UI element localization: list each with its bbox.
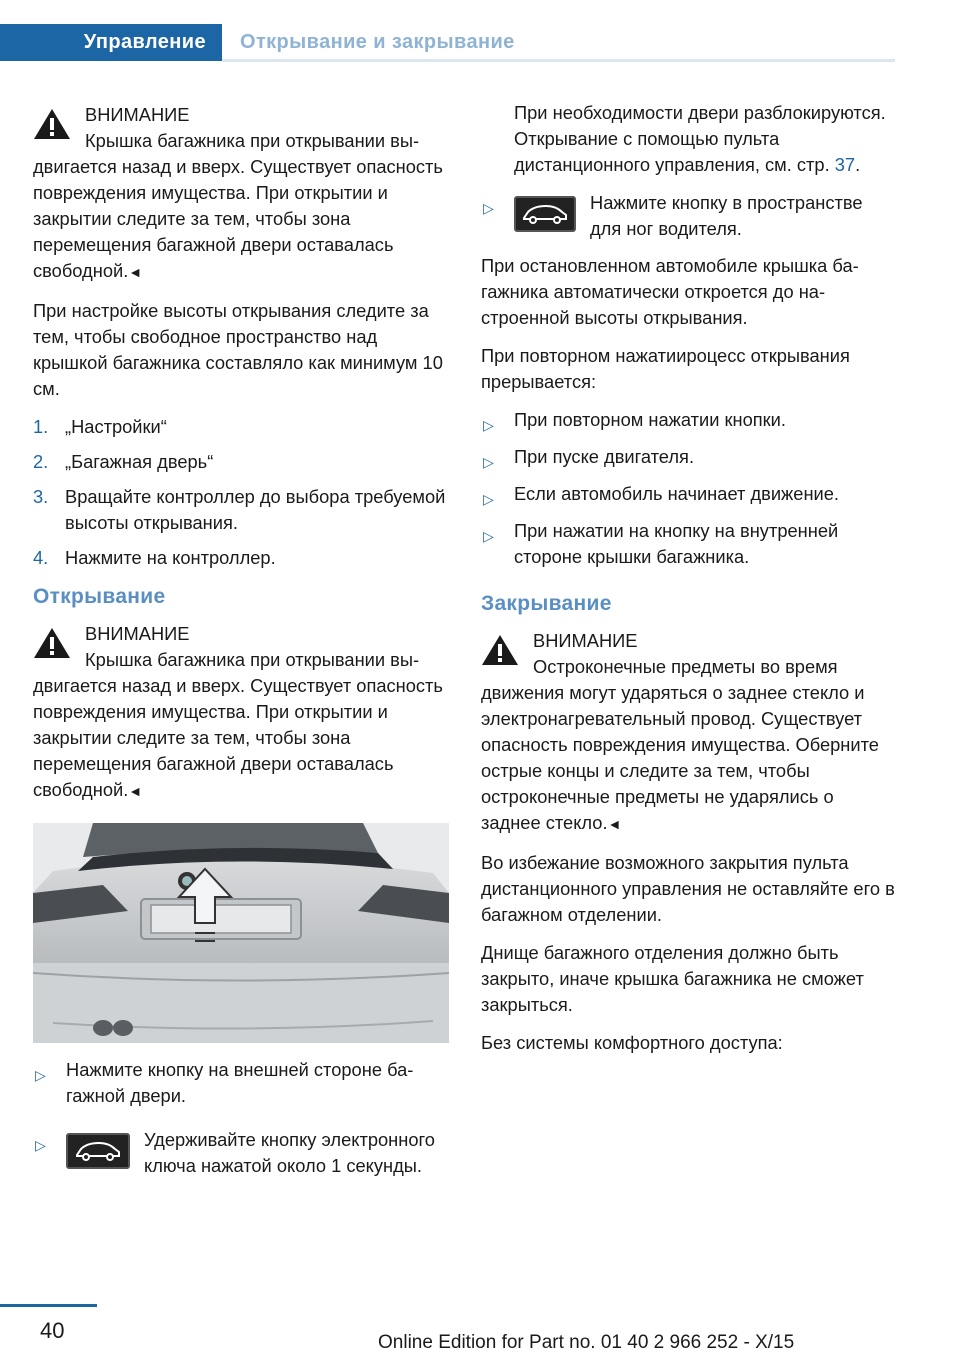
car-rear-image bbox=[33, 823, 449, 1043]
tab-section[interactable]: Открывание и закрывание bbox=[240, 31, 515, 53]
list-item bbox=[481, 518, 896, 570]
bullet-triangle-icon: ▷ bbox=[35, 1067, 46, 1083]
paragraph: При остановленном автомобиле крышка багажника автоматически откроется до настроенной высоты открывания. bbox=[481, 255, 859, 328]
bullet-text: Если автомобиль начинает движение. bbox=[514, 483, 840, 504]
bullet-text: При нажатии на кнопку на внутренней стороне крышки багажника. bbox=[514, 520, 839, 567]
warning-block bbox=[33, 619, 449, 803]
warning-icon bbox=[33, 108, 71, 140]
warning-icon bbox=[33, 627, 71, 659]
bullet-triangle-icon: ▷ bbox=[35, 1137, 46, 1153]
list-item bbox=[481, 481, 896, 507]
list-item bbox=[481, 190, 896, 242]
list-item bbox=[33, 1127, 449, 1179]
tab-chapter[interactable]: Управление bbox=[0, 24, 222, 61]
list-item bbox=[33, 414, 449, 440]
unlock-text-end: . bbox=[855, 154, 861, 175]
bullet-triangle-icon: ▷ bbox=[483, 491, 494, 507]
warning-icon bbox=[481, 634, 519, 666]
bullet-text: При пуске двигателя. bbox=[514, 446, 695, 467]
step-text: „Настройки“ bbox=[65, 416, 167, 437]
warning-title: ВНИМАНИЕ bbox=[85, 104, 190, 125]
end-mark: ◄ bbox=[128, 783, 143, 799]
bullet-text: Удерживайте кнопку электронного ключа нажатой около 1 секунды. bbox=[144, 1129, 435, 1176]
step-text: Нажмите на контроллер. bbox=[65, 547, 276, 568]
step-text: Вращайте контроллер до выбора требуемой высоты открывания. bbox=[65, 486, 446, 533]
edition-footer: Online Edition for Part no. 01 40 2 966 252 - X/15 bbox=[378, 1332, 795, 1353]
end-mark: ◄ bbox=[607, 816, 622, 832]
paragraph: При повторном нажатиироцесс открывания прерывается: bbox=[481, 345, 850, 392]
list-item bbox=[481, 444, 896, 470]
bullet-triangle-icon: ▷ bbox=[483, 528, 494, 544]
footer-divider bbox=[0, 1304, 97, 1307]
left-column bbox=[33, 100, 449, 1190]
bullet-triangle-icon: ▷ bbox=[483, 200, 494, 216]
bullet-triangle-icon: ▷ bbox=[483, 454, 494, 470]
paragraph: Днище багажного отделения должно быть закрыто, иначе крышка багажника не сможет закрыться. bbox=[481, 942, 864, 1015]
step-number: 3. bbox=[33, 486, 49, 507]
end-mark: ◄ bbox=[128, 264, 143, 280]
bullet-text: При повторном нажатии кнопки. bbox=[514, 409, 786, 430]
step-number: 2. bbox=[33, 451, 49, 472]
warning-text: Остроконечные предметы во время движения могут ударяться о заднее стекло и электронагревательный провод. Существует опасность повреждения имущества. Оберните острые концы и следите за тем, чтобы остроконечные предметы не ударялись о заднее стекло. bbox=[481, 656, 879, 833]
paragraph: При настройке высоты открывания следите за тем, чтобы свободное пространство над крышкой багажника составляло как минимум 10 см. bbox=[33, 300, 443, 399]
page-number: 40 bbox=[40, 1318, 65, 1343]
step-text: „Багажная дверь“ bbox=[65, 451, 214, 472]
warning-text: Крышка багажника при открывании выдвигается назад и вверх. Существует опасность повреждения имущества. При открытии и закрытии следите за тем, чтобы зона перемещения багажной двери оставалась свободной. bbox=[33, 130, 443, 281]
list-item bbox=[33, 449, 449, 475]
interrupt-list bbox=[481, 407, 896, 570]
paragraph: Во избежание возможного закрытия пульта дистанционного управления не оставляйте его в багажном отделении. bbox=[481, 852, 895, 925]
warning-text: Крышка багажника при открывании выдвигается назад и вверх. Существует опасность повреждения имущества. При открытии и закрытии следите за тем, чтобы зона перемещения багажной двери оставалась свободной. bbox=[33, 649, 443, 800]
right-column bbox=[481, 100, 896, 1068]
step-number: 4. bbox=[33, 547, 49, 568]
warning-block bbox=[33, 100, 449, 284]
list-item bbox=[33, 1057, 449, 1109]
step-list bbox=[33, 414, 449, 571]
paragraph bbox=[481, 100, 896, 178]
bullet-triangle-icon: ▷ bbox=[483, 417, 494, 433]
step-number: 1. bbox=[33, 416, 49, 437]
unlock-text: При необходимости двери разблокируются. Открывание с помощью пульта дистанционного управления, см. стр. bbox=[514, 102, 886, 175]
bullet-text: Нажмите кнопку на внешней стороне багажной двери. bbox=[66, 1059, 414, 1106]
list-item bbox=[33, 545, 449, 571]
bullet-text: Нажмите кнопку в пространстве для ног водителя. bbox=[590, 192, 863, 239]
header-divider bbox=[222, 59, 895, 62]
page-reference-link[interactable]: 37 bbox=[834, 154, 856, 175]
section-heading-closing: Закрывание bbox=[481, 592, 612, 615]
list-item bbox=[33, 484, 449, 536]
warning-block bbox=[481, 626, 896, 836]
page-header bbox=[0, 24, 895, 64]
tailgate-illustration bbox=[33, 823, 449, 1043]
paragraph: Без системы комфортного доступа: bbox=[481, 1032, 783, 1053]
warning-title: ВНИМАНИЕ bbox=[533, 630, 638, 651]
section-heading-opening: Открывание bbox=[33, 585, 166, 608]
car-key-button-icon bbox=[66, 1133, 130, 1169]
warning-title: ВНИМАНИЕ bbox=[85, 623, 190, 644]
footwell-button-icon bbox=[514, 196, 576, 232]
list-item bbox=[481, 407, 896, 433]
